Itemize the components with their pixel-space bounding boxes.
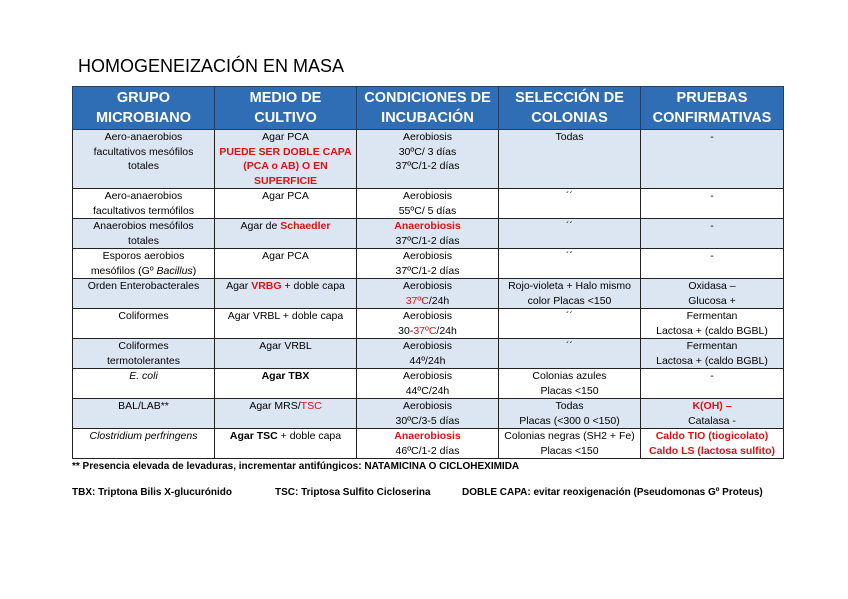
cell-medio: Agar PCA PUEDE SER DOBLE CAPA (PCA o AB) O EN SUPERFICIE — [215, 130, 357, 189]
table-row — [73, 130, 784, 189]
table-row — [73, 309, 784, 339]
cell-seleccion: ´´ — [499, 309, 641, 339]
cell-grupo: Aero-anaerobios facultativos termófilos — [73, 189, 215, 219]
cell-pruebas: K(OH) – Catalasa - — [641, 399, 784, 429]
legend-tbx: TBX: Triptona Bilis X-glucurónido — [72, 487, 232, 498]
cell-condiciones: Aerobiosis 55ºC/ 5 días — [357, 189, 499, 219]
cell-medio: Agar MRS/TSC — [215, 399, 357, 429]
cell-seleccion: Colonias negras (SH2 + Fe) Placas <150 — [499, 429, 641, 459]
cell-condiciones: Anaerobiosis 46ºC/1-2 días — [357, 429, 499, 459]
cell-pruebas: Oxidasa – Glucosa + — [641, 279, 784, 309]
cell-pruebas: - — [641, 369, 784, 399]
legend-doble-capa: DOBLE CAPA: evitar reoxigenación (Pseudomonas Gº Proteus) — [462, 487, 763, 498]
table-row — [73, 279, 784, 309]
page-title: HOMOGENEIZACIÓN EN MASA — [78, 56, 345, 76]
table-row — [73, 339, 784, 369]
table-row — [73, 219, 784, 249]
cell-medio: Agar VRBG + doble capa — [215, 279, 357, 309]
cell-seleccion: ´´ — [499, 339, 641, 369]
table-header — [73, 87, 784, 130]
cell-pruebas: - — [641, 189, 784, 219]
cell-pruebas: Fermentan Lactosa + (caldo BGBL) — [641, 309, 784, 339]
cell-seleccion: Rojo-violeta + Halo mismo color Placas <150 — [499, 279, 641, 309]
cell-pruebas: - — [641, 249, 784, 279]
cell-seleccion: Todas Placas (<300 0 <150) — [499, 399, 641, 429]
culture-table — [72, 86, 784, 459]
cell-pruebas: Caldo TIO (tiogicolato) Caldo LS (lactosa sulfito) — [641, 429, 784, 459]
cell-condiciones: Aerobiosis 30-37ºC/24h — [357, 309, 499, 339]
cell-seleccion: ´´ — [499, 189, 641, 219]
table-row — [73, 249, 784, 279]
header-seleccion: SELECCIÓN DE COLONIAS — [499, 87, 641, 130]
cell-pruebas: - — [641, 219, 784, 249]
cell-medio: Agar TBX — [215, 369, 357, 399]
cell-grupo: Coliformes — [73, 309, 215, 339]
cell-seleccion: Todas — [499, 130, 641, 189]
cell-grupo: Anaerobios mesófilos totales — [73, 219, 215, 249]
cell-condiciones: Aerobiosis 44ºC/24h — [357, 369, 499, 399]
cell-condiciones: Anaerobiosis 37ºC/1-2 días — [357, 219, 499, 249]
header-condiciones: CONDICIONES DE INCUBACIÓN — [357, 87, 499, 130]
cell-grupo: Aero-anaerobios facultativos mesófilos totales — [73, 130, 215, 189]
header-grupo: GRUPO MICROBIANO — [73, 87, 215, 130]
table-row — [73, 369, 784, 399]
cell-condiciones: Aerobiosis 44º/24h — [357, 339, 499, 369]
cell-medio: Agar de Schaedler — [215, 219, 357, 249]
cell-seleccion: ´´ — [499, 249, 641, 279]
footnote: ** Presencia elevada de levaduras, incrementar antifúngicos: NATAMICINA O CICLOHEXIMIDA — [72, 461, 520, 472]
cell-grupo: BAL/LAB** — [73, 399, 215, 429]
table-row — [73, 429, 784, 459]
cell-medio: Agar VRBL — [215, 339, 357, 369]
cell-grupo: Orden Enterobacterales — [73, 279, 215, 309]
cell-medio: Agar TSC + doble capa — [215, 429, 357, 459]
table-row — [73, 399, 784, 429]
cell-grupo: E. coli — [73, 369, 215, 399]
cell-condiciones: Aerobiosis 37ºC/24h — [357, 279, 499, 309]
cell-grupo: Coliformes termotolerantes — [73, 339, 215, 369]
cell-condiciones: Aerobiosis 37ºC/1-2 días — [357, 249, 499, 279]
cell-medio: Agar PCA — [215, 249, 357, 279]
cell-condiciones: Aerobiosis 30ºC/3-5 días — [357, 399, 499, 429]
cell-seleccion: ´´ — [499, 219, 641, 249]
cell-grupo: Esporos aerobios mesófilos (Gº Bacillus) — [73, 249, 215, 279]
cell-medio: Agar VRBL + doble capa — [215, 309, 357, 339]
cell-grupo: Clostridium perfringens — [73, 429, 215, 459]
header-medio: MEDIO DE CULTIVO — [215, 87, 357, 130]
header-pruebas: PRUEBAS CONFIRMATIVAS — [641, 87, 784, 130]
cell-pruebas: Fermentan Lactosa + (caldo BGBL) — [641, 339, 784, 369]
cell-medio: Agar PCA — [215, 189, 357, 219]
cell-seleccion: Colonias azules Placas <150 — [499, 369, 641, 399]
table-row — [73, 189, 784, 219]
legend-tsc: TSC: Triptosa Sulfito Cicloserina — [275, 487, 431, 498]
cell-condiciones: Aerobiosis 30ºC/ 3 días 37ºC/1-2 días — [357, 130, 499, 189]
cell-pruebas: - — [641, 130, 784, 189]
